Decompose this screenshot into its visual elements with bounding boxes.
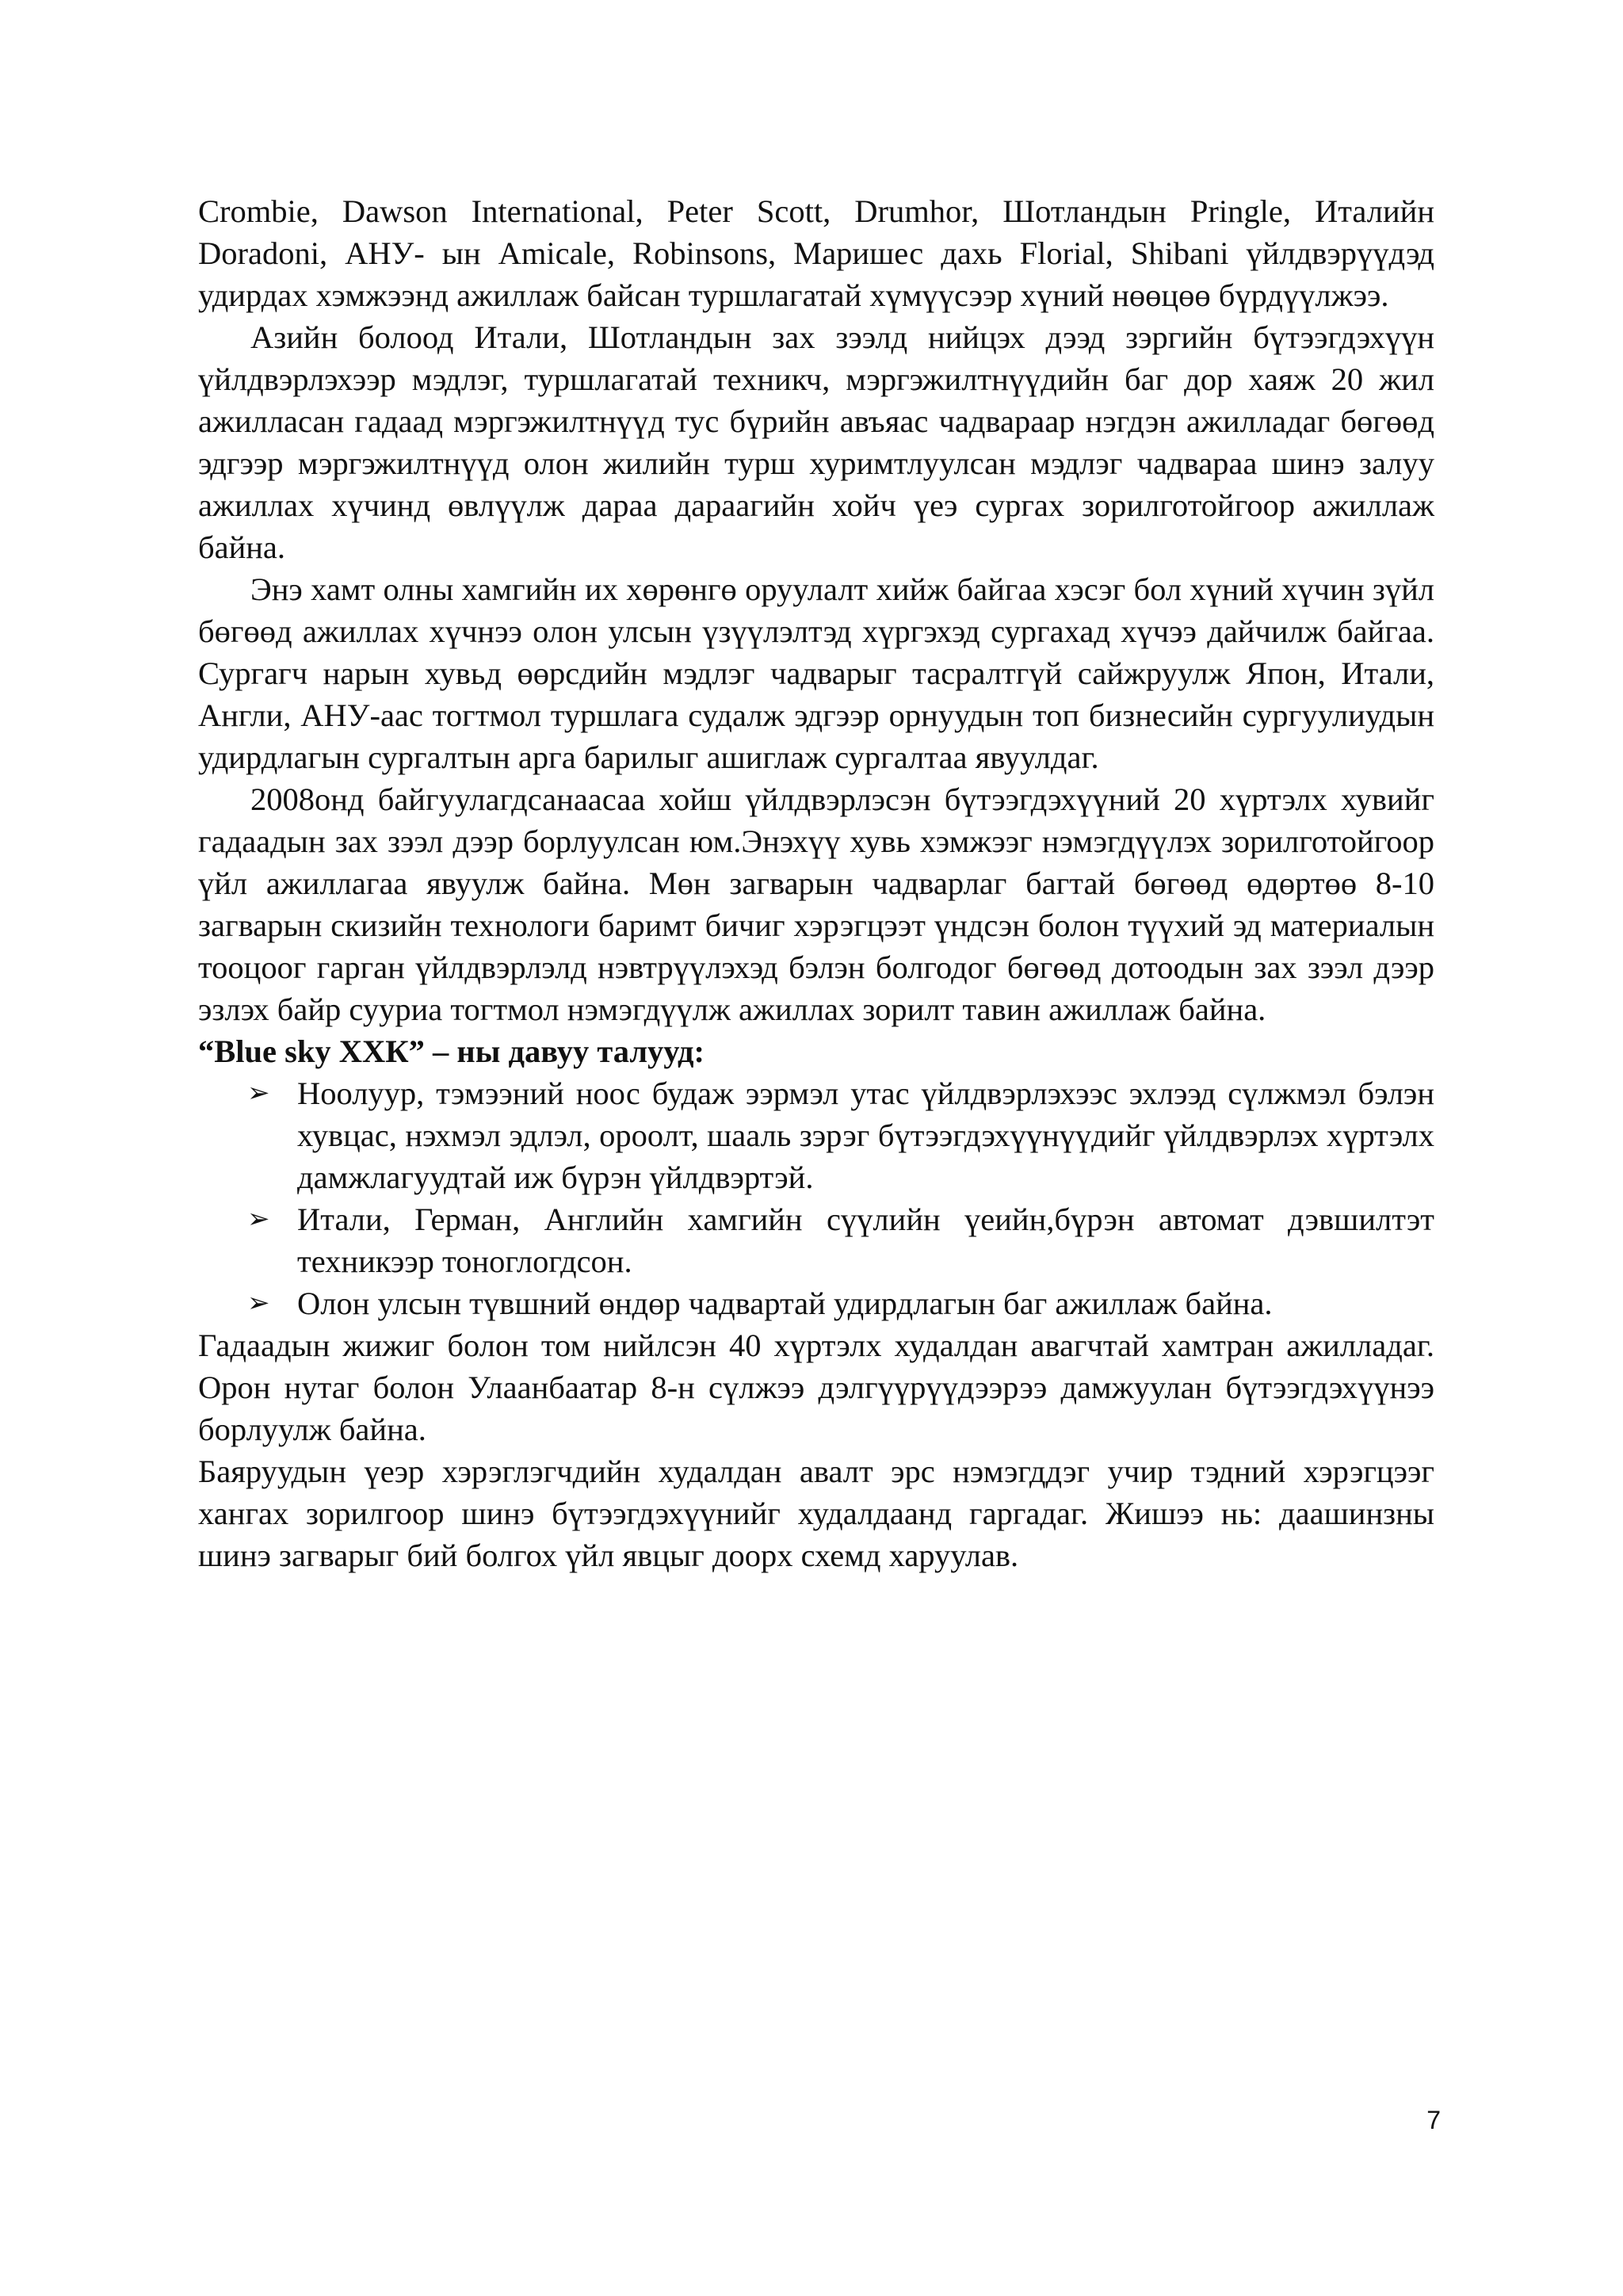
arrow-bullet-icon: ➢ xyxy=(247,1077,270,1109)
arrow-bullet-icon: ➢ xyxy=(247,1203,270,1235)
paragraph-export: 2008онд байгуулагдсанаасаа хойш үйлдвэрлэсэн бүтээгдэхүүний 20 хүртэлх хувийг гадаадын зах зээл дээр борлуулсан юм.Энэхүү хувь хэмжээг нэмэгдүүлэх зорилготойгоор үйл ажиллагаа явуулж байна. Мөн загварын чадварлаг багтай бөгөөд өдөртөө 8-10 загварын скизийн технологи баримт бичиг хэрэгцээт үндсэн болон түүхий эд материалын тооцоог гарган үйлдвэрлэлд нэвтрүүлэхэд бэлэн болгодог бөгөөд дотоодын зах зээл дээр эзлэх байр сууриа тогтмол нэмэгдүүлж ажиллах зорилт тавин ажиллаж байна. xyxy=(198,781,1434,1027)
arrow-bullet-icon: ➢ xyxy=(247,1287,270,1319)
advantage-item-production xyxy=(198,1072,1434,1198)
paragraph-specialists: Азийн болоод Итали, Шотландын зах зээлд нийцэх дээд зэргийн бүтээгдэхүүн үйлдвэрлэхээр мэдлэг, туршлагатай техникч, мэргэжилтнүүдийн баг дор хаяж 20 жил ажилласан гадаад мэргэжилтнүүд тус бүрийн авъяас чадвараар нэгдэн ажилладаг бөгөөд эдгээр мэргэжилтнүүд олон жилийн турш хуримтлуулсан мэдлэг чадвараа шинэ залуу ажиллах хүчинд өвлүүлж дараа дараагийн хойч үеэ сургах зорилготойгоор ажиллаж байна. xyxy=(198,319,1434,565)
advantage-item-equipment xyxy=(198,1198,1434,1282)
paragraph-training: Энэ хамт олны хамгийн их хөрөнгө оруулалт хийж байгаа хэсэг бол хүний хүчин зүйл бөгөөд ажиллах хүчнээ олон улсын үзүүлэлтэд хүргэхэд сургахад хүчээ дайчилж байгаа. Сургагч нарын хувьд өөрсдийн мэдлэг чадварыг тасралтгүй сайжруулж Япон, Итали, Англи, АНУ-аас тогтмол туршлага судалж эдгээр орнуудын топ бизнесийн сургуулиудын удирдлагын сургалтын арга барилыг ашиглаж сургалтаа явуулдаг. xyxy=(198,571,1434,775)
advantage-text: Ноолуур, тэмээний ноос будаж ээрмэл утас үйлдвэрлэхээс эхлээд сүлжмэл бэлэн хувцас, нэхмэл эдлэл, ороолт, шааль зэрэг бүтээгдэхүүнүүдийг үйлдвэрлэх хүртэлх дамжлагуудтай иж бүрэн үйлдвэртэй. xyxy=(297,1075,1434,1195)
advantage-text: Олон улсын түвшний өндөр чадвартай удирдлагын баг ажиллаж байна. xyxy=(297,1286,1273,1321)
page-number: 7 xyxy=(1426,2106,1441,2134)
advantage-item-management xyxy=(198,1282,1434,1324)
advantages-list xyxy=(198,1072,1434,1324)
paragraph-buyers: Гадаадын жижиг болон том нийлсэн 40 хүртэлх худалдан авагчтай хамтран ажилладаг. Орон нутаг болон Улаанбаатар 8-н сүлжээ дэлгүүрүүдээрээ дамжуулан бүтээгдэхүүнээ борлуулж байна. xyxy=(198,1328,1434,1447)
advantage-text: Итали, Герман, Английн хамгийн сүүлийн үеийн,бүрэн автомат дэвшилтэт техникээр тоноглогдсон. xyxy=(297,1201,1434,1279)
paragraph-holidays: Баяруудын үеэр хэрэглэгчдийн худалдан авалт эрс нэмэгддэг учир тэдний хэрэгцээг хангах зорилгоор шинэ бүтээгдэхүүнийг худалдаанд гаргадаг. Жишээ нь: даашинзны шинэ загварыг бий болгох үйл явцыг доорх схемд харуулав. xyxy=(198,1454,1434,1573)
page-content xyxy=(198,190,1434,1576)
paragraph-staff: Crombie, Dawson International, Peter Scott, Drumhor, Шотландын Pringle, Италийн Doradoni, АНУ- ын Amicale, Robinsons, Маришес дахь Florial, Shibani үйлдвэрүүдэд удирдах хэмжээнд ажиллаж байсан туршлагатай хүмүүсээр хүний нөөцөө бүрдүүлжээ. xyxy=(198,193,1434,313)
advantages-heading: “Blue sky ХХК” – ны давуу талууд: xyxy=(198,1033,705,1069)
